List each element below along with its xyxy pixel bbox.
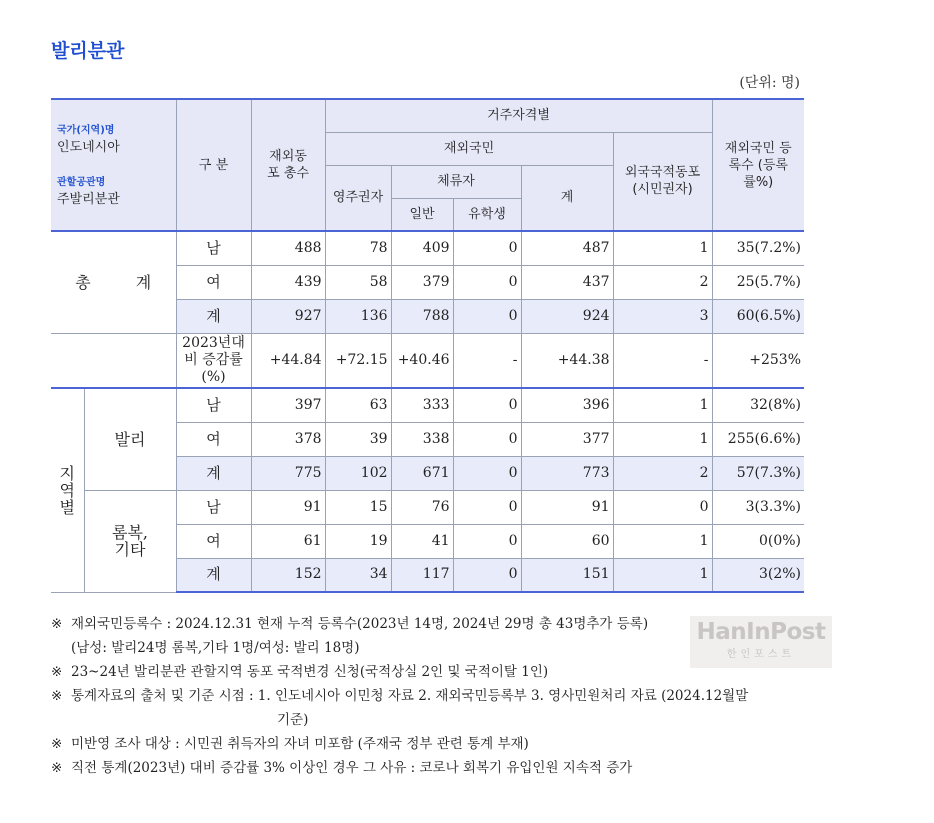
table-cell: 0 xyxy=(453,388,521,422)
header-foreign-nationals: 외국국적동포 (시민권자) xyxy=(613,132,712,231)
header-general: 일반 xyxy=(391,198,453,231)
table-cell: 437 xyxy=(521,265,613,299)
table-cell: 32(8%) xyxy=(712,388,804,422)
blank-cell xyxy=(51,333,176,388)
header-total-overseas: 재외동포 총수 xyxy=(251,99,325,231)
table-cell: 409 xyxy=(391,231,453,265)
table-cell: 63 xyxy=(325,388,391,422)
table-cell: 58 xyxy=(325,265,391,299)
table-cell: 0 xyxy=(453,558,521,592)
subregion-lombok-text: 롬복, 기타 xyxy=(112,523,148,559)
table-cell: 151 xyxy=(521,558,613,592)
table-cell: 19 xyxy=(325,524,391,558)
note-mark: ※ xyxy=(51,736,63,752)
table-cell: 76 xyxy=(391,490,453,524)
row-label: 남 xyxy=(176,231,251,265)
table-cell: 2 xyxy=(613,456,712,490)
table-cell: +72.15 xyxy=(325,333,391,388)
table-cell: 773 xyxy=(521,456,613,490)
statistics-table xyxy=(51,98,804,593)
table-cell: 0 xyxy=(453,456,521,490)
table-cell: +40.46 xyxy=(391,333,453,388)
header-corner xyxy=(51,99,176,231)
table-cell: 338 xyxy=(391,422,453,456)
header-sojourn: 체류자 xyxy=(391,165,521,198)
table-cell: 927 xyxy=(251,299,325,333)
note-text: 재외국민등록수 : 2024.12.31 현재 누적 등록수(2023년 14명, 2024년 29명 총 43명추가 등록) xyxy=(71,616,649,632)
table-cell: 378 xyxy=(251,422,325,456)
table-cell: 2 xyxy=(613,265,712,299)
table-cell: 91 xyxy=(521,490,613,524)
table-cell: - xyxy=(613,333,712,388)
header-permanent: 영주권자 xyxy=(325,165,391,231)
table-cell: 1 xyxy=(613,524,712,558)
footnote xyxy=(51,660,821,684)
subregion-bali-label: 발리 xyxy=(84,388,176,490)
table-cell: 1 xyxy=(613,422,712,456)
table-cell: 1 xyxy=(613,558,712,592)
table-cell: 3(3.3%) xyxy=(712,490,804,524)
note-continuation: 기준) xyxy=(277,712,309,728)
section-region-text: 지역별 xyxy=(59,463,75,517)
note-text: 직전 통계(2023년) 대비 증감률 3% 이상인 경우 그 사유 : 코로나 회복기 유입인원 지속적 증가 xyxy=(71,760,633,776)
row-label: 여 xyxy=(176,265,251,299)
note-mark: ※ xyxy=(51,664,63,680)
watermark-subtitle: 한인포스트 xyxy=(726,649,796,660)
country-name: 인도네시아 xyxy=(57,140,120,155)
table-cell: 15 xyxy=(325,490,391,524)
footnote xyxy=(51,732,821,756)
table-cell: 0 xyxy=(453,490,521,524)
table-cell: 488 xyxy=(251,231,325,265)
table-cell: 487 xyxy=(521,231,613,265)
table-cell: +44.38 xyxy=(521,333,613,388)
header-registered: 재외국민 등록수 (등록률%) xyxy=(712,99,804,231)
table-cell: 671 xyxy=(391,456,453,490)
table-cell: 0 xyxy=(453,299,521,333)
row-label: 2023년대비 증감률(%) xyxy=(176,333,251,388)
note-continuation: (남성: 발리24명 롬복,기타 1명/여성: 발리 18명) xyxy=(71,640,360,656)
table-cell: 91 xyxy=(251,490,325,524)
table-cell: 35(7.2%) xyxy=(712,231,804,265)
row-label: 남 xyxy=(176,388,251,422)
note-text: 통계자료의 출처 및 기준 시점 : 1. 인도네시아 이민청 자료 2. 재외국민등록부 3. 영사민원처리 자료 (2024.12월말 xyxy=(71,688,749,704)
table-cell: 0 xyxy=(613,490,712,524)
table-cell: - xyxy=(453,333,521,388)
table-cell: 136 xyxy=(325,299,391,333)
table-cell: 78 xyxy=(325,231,391,265)
unit-label: (단위: 명) xyxy=(739,75,800,91)
office-label: 관할공관명 xyxy=(57,177,106,188)
table-cell: 34 xyxy=(325,558,391,592)
table-cell: +44.84 xyxy=(251,333,325,388)
office-name: 주발리분관 xyxy=(57,192,120,207)
table-cell: 396 xyxy=(521,388,613,422)
table-cell: 60 xyxy=(521,524,613,558)
row-label: 계 xyxy=(176,558,251,592)
header-korean-nationals: 재외국민 xyxy=(325,132,613,165)
country-label: 국가(지역)명 xyxy=(57,125,115,136)
table-cell: 0 xyxy=(453,231,521,265)
table-cell: 0 xyxy=(453,524,521,558)
section-region-label xyxy=(51,388,84,592)
header-category: 구 분 xyxy=(176,99,251,231)
table-cell: 61 xyxy=(251,524,325,558)
table-cell: 152 xyxy=(251,558,325,592)
note-text: 미반영 조사 대상 : 시민권 취득자의 자녀 미포함 (주재국 정부 관련 통계 부재) xyxy=(71,736,529,752)
note-mark: ※ xyxy=(51,616,63,632)
table-cell: 775 xyxy=(251,456,325,490)
subregion-lombok-label xyxy=(84,490,176,592)
table-cell: 924 xyxy=(521,299,613,333)
table-cell: 333 xyxy=(391,388,453,422)
header-residency: 거주자격별 xyxy=(325,99,712,132)
table-cell: 117 xyxy=(391,558,453,592)
footnote xyxy=(51,612,821,660)
table-cell: 102 xyxy=(325,456,391,490)
footnote xyxy=(51,756,821,780)
table-cell: 397 xyxy=(251,388,325,422)
footnote xyxy=(51,684,821,732)
footnotes xyxy=(51,612,821,780)
page-title: 발리분관 xyxy=(51,40,125,62)
header-student: 유학생 xyxy=(453,198,521,231)
row-label: 여 xyxy=(176,524,251,558)
row-label: 계 xyxy=(176,456,251,490)
header-subtotal: 계 xyxy=(521,165,613,231)
table-cell: 57(7.3%) xyxy=(712,456,804,490)
note-mark: ※ xyxy=(51,688,63,704)
table-cell: 41 xyxy=(391,524,453,558)
row-label: 계 xyxy=(176,299,251,333)
table-cell: 439 xyxy=(251,265,325,299)
section-total-label: 총 계 xyxy=(51,231,176,333)
watermark-logo-text: HanInPost xyxy=(696,619,826,645)
note-text: 23~24년 발리분관 관할지역 동포 국적변경 신청(국적상실 2인 및 국적이탈 1인) xyxy=(71,664,549,680)
table-cell: 377 xyxy=(521,422,613,456)
table-cell: 0(0%) xyxy=(712,524,804,558)
table-cell: 3(2%) xyxy=(712,558,804,592)
table-cell: 379 xyxy=(391,265,453,299)
table-cell: 1 xyxy=(613,231,712,265)
table-cell: 39 xyxy=(325,422,391,456)
table-cell: 60(6.5%) xyxy=(712,299,804,333)
table-cell: 255(6.6%) xyxy=(712,422,804,456)
table-cell: 0 xyxy=(453,422,521,456)
note-mark: ※ xyxy=(51,760,63,776)
row-label: 남 xyxy=(176,490,251,524)
row-label: 여 xyxy=(176,422,251,456)
table-cell: 788 xyxy=(391,299,453,333)
table-cell: +253% xyxy=(712,333,804,388)
table-cell: 0 xyxy=(453,265,521,299)
table-cell: 3 xyxy=(613,299,712,333)
table-cell: 25(5.7%) xyxy=(712,265,804,299)
table-cell: 1 xyxy=(613,388,712,422)
